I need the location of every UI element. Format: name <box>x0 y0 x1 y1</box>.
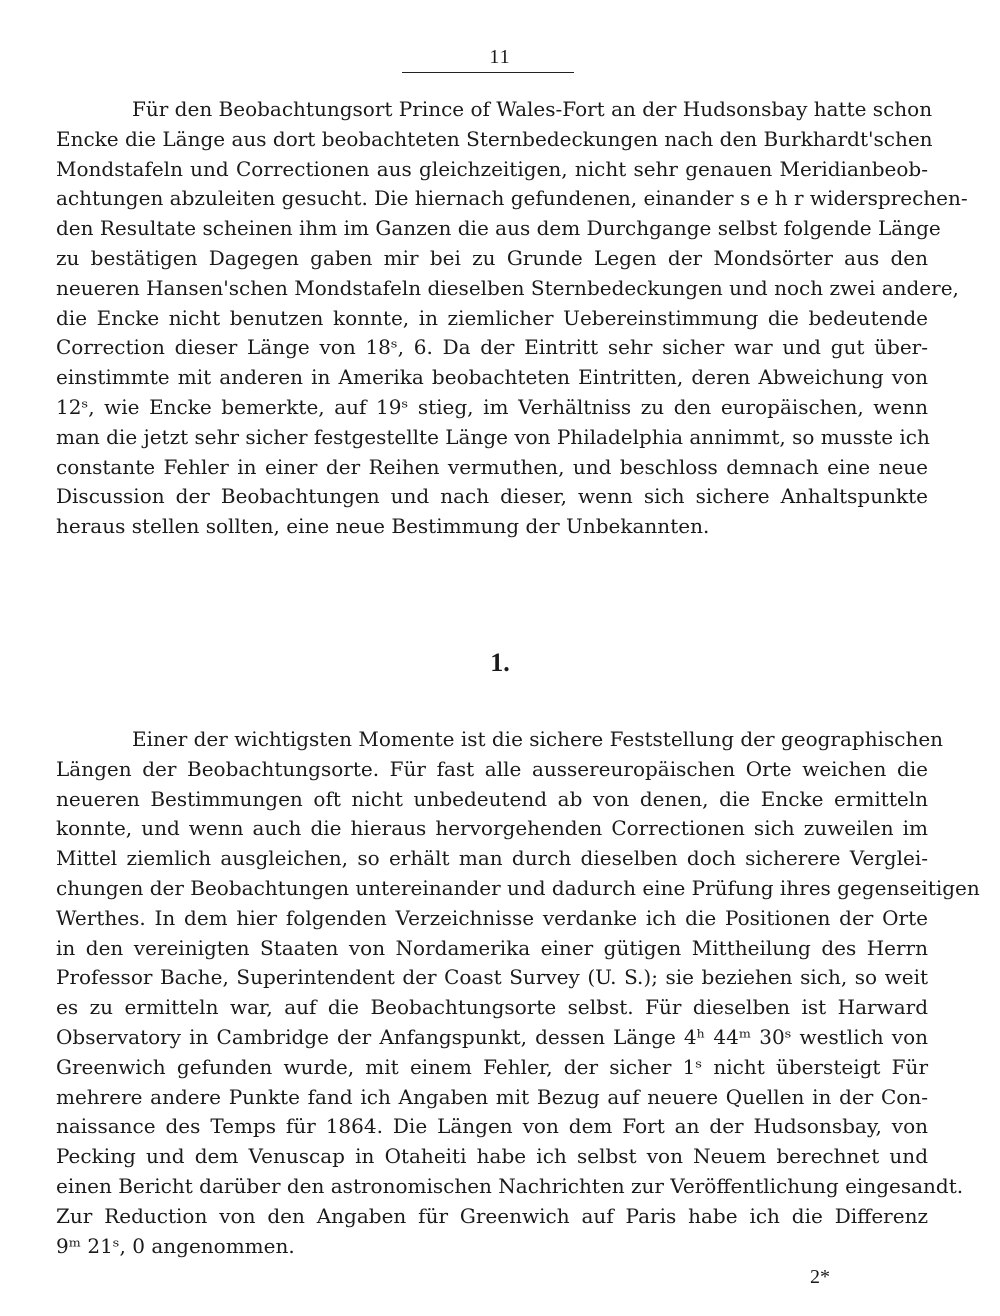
text-line: achtungen abzuleiten gesucht. Die hiernach gefundenen, einander s e h r widersprechen- <box>56 186 968 211</box>
text-line: naissance des Temps für 1864. Die Längen von dem Fort an der Hudsonsbay, von <box>56 1114 928 1139</box>
text-line: Pecking und dem Venuscap in Otaheiti habe ich selbst von Neuem berechnet und <box>56 1144 928 1169</box>
text-line: Für den Beobachtungsort Prince of Wales-Fort an der Hudsonsbay hatte schon <box>132 97 933 121</box>
text-line: Längen der Beobachtungsorte. Für fast alle aussereuropäischen Orte weichen die <box>56 756 928 781</box>
text-line: chungen der Beobachtungen untereinander und dadurch eine Prüfung ihres gegenseitigen <box>56 875 980 900</box>
text-line: mehrere andere Punkte fand ich Angaben mit Bezug auf neuere Quellen in der Con- <box>56 1084 928 1109</box>
page-number: 11 <box>489 46 511 68</box>
text-line: Mondstafeln und Correctionen aus gleichzeitigen, nicht sehr genauen Meridianbeob- <box>56 156 928 181</box>
text-line: den Resultate scheinen ihm im Ganzen die aus dem Durchgange selbst folgende Länge <box>56 216 941 241</box>
paragraph-1 <box>56 95 968 542</box>
text-line: 9ᵐ 21ˢ, 0 angenommen. <box>56 1233 295 1258</box>
text-line: man die jetzt sehr sicher festgestellte Länge von Philadelphia annimmt, so musste ich <box>56 424 930 449</box>
signature-mark: 2* <box>810 1266 830 1288</box>
paragraph-2 <box>56 725 980 1261</box>
text-line: einen Bericht darüber den astronomischen Nachrichten zur Veröffentlichung eingesandt. <box>56 1173 964 1198</box>
text-line: Observatory in Cambridge der Anfangspunkt, dessen Länge 4ʰ 44ᵐ 30ˢ westlich von <box>56 1024 928 1049</box>
text-line: Encke die Länge aus dort beobachteten Sternbedeckungen nach den Burkhardt'schen <box>56 126 933 151</box>
text-line: Discussion der Beobachtungen und nach dieser, wenn sich sichere Anhaltspunkte <box>56 484 928 509</box>
text-line: Einer der wichtigsten Momente ist die sichere Feststellung der geographischen <box>132 727 944 751</box>
text-line: Mittel ziemlich ausgleichen, so erhält man durch dieselben doch sicherere Verglei- <box>56 846 928 871</box>
text-line: Professor Bache, Superintendent der Coast Survey (U. S.); sie beziehen sich, so weit <box>56 965 928 990</box>
text-line: zu bestätigen Dagegen gaben mir bei zu Grunde Legen der Mondsörter aus den <box>56 245 928 270</box>
text-line: Zur Reduction von den Angaben für Greenwich auf Paris habe ich die Differenz <box>56 1203 928 1228</box>
text-line: Werthes. In dem hier folgenden Verzeichnisse verdanke ich die Positionen der Orte <box>56 905 928 930</box>
text-line: neueren Bestimmungen oft nicht unbedeutend ab von denen, die Encke ermitteln <box>56 786 928 811</box>
section-number: 1. <box>490 648 510 677</box>
text-line: neueren Hansen'schen Mondstafeln dieselben Sternbedeckungen und noch zwei andere, <box>56 275 959 300</box>
text-line: einstimmte mit anderen in Amerika beobachteten Eintritten, deren Abweichung von <box>56 365 928 390</box>
text-line: es zu ermitteln war, auf die Beobachtungsorte selbst. Für dieselben ist Harward <box>56 995 928 1020</box>
text-line: 12ˢ, wie Encke bemerkte, auf 19ˢ stieg, im Verhältniss zu den europäischen, wenn <box>56 394 928 419</box>
header-rule <box>402 72 574 73</box>
text-line: Correction dieser Länge von 18ˢ, 6. Da der Eintritt sehr sicher war und gut über- <box>56 335 928 360</box>
text-line: die Encke nicht benutzen konnte, in ziemlicher Uebereinstimmung die bedeutende <box>56 305 928 330</box>
text-line: in den vereinigten Staaten von Nordamerika einer gütigen Mittheilung des Herrn <box>56 935 928 960</box>
text-line: Greenwich gefunden wurde, mit einem Fehler, der sicher 1ˢ nicht übersteigt Für <box>56 1054 928 1079</box>
text-line: heraus stellen sollten, eine neue Bestimmung der Unbekannten. <box>56 514 710 539</box>
text-line: konnte, und wenn auch die hieraus hervorgehenden Correctionen sich zuweilen im <box>56 816 928 841</box>
text-line: constante Fehler in einer der Reihen vermuthen, und beschloss demnach eine neue <box>56 454 928 479</box>
